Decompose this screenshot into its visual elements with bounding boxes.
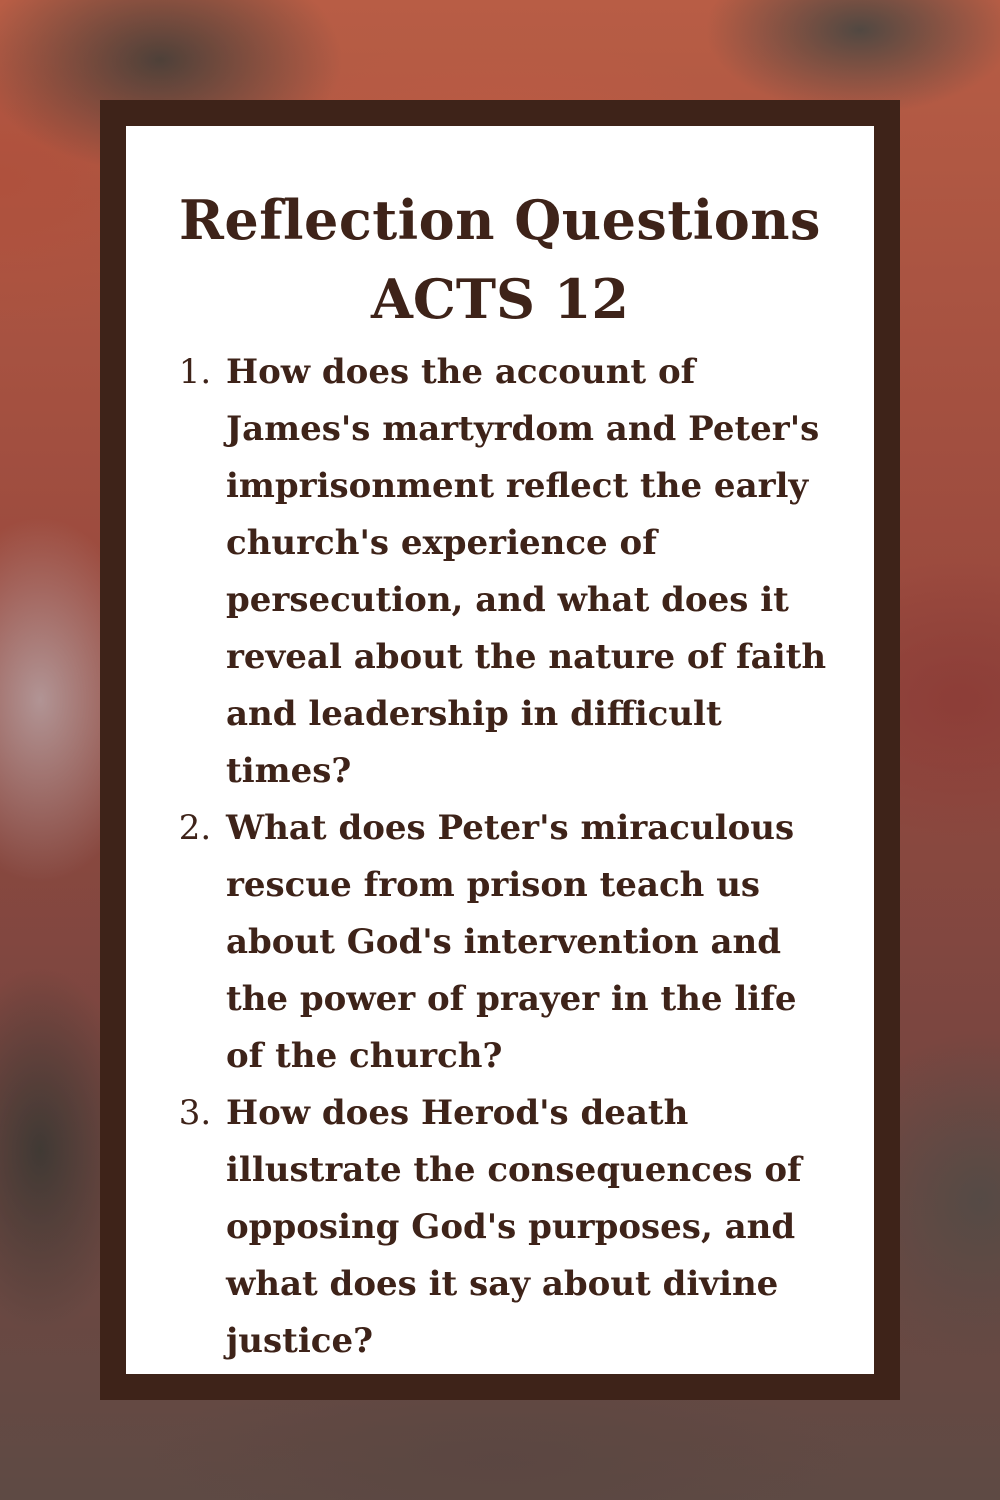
card-frame xyxy=(100,100,900,1400)
reflection-card xyxy=(126,126,874,1374)
question-item-1: 1. How does the account of James's martyrdom and Peter's imprisonment reflect the early church's experience of persecution, and what does it reveal about the nature of faith and leadership in difficult times? xyxy=(222,344,844,800)
question-list xyxy=(156,344,844,1370)
card-title: Reflection Questions xyxy=(179,188,821,252)
card-subtitle: ACTS 12 xyxy=(370,267,629,331)
question-item-2: 2. What does Peter's miraculous rescue from prison teach us about God's intervention and the power of prayer in the life of the church? xyxy=(222,800,844,1085)
question-item-3: 3. How does Herod's death illustrate the consequences of opposing God's purposes, and what does it say about divine justice? xyxy=(222,1085,844,1370)
